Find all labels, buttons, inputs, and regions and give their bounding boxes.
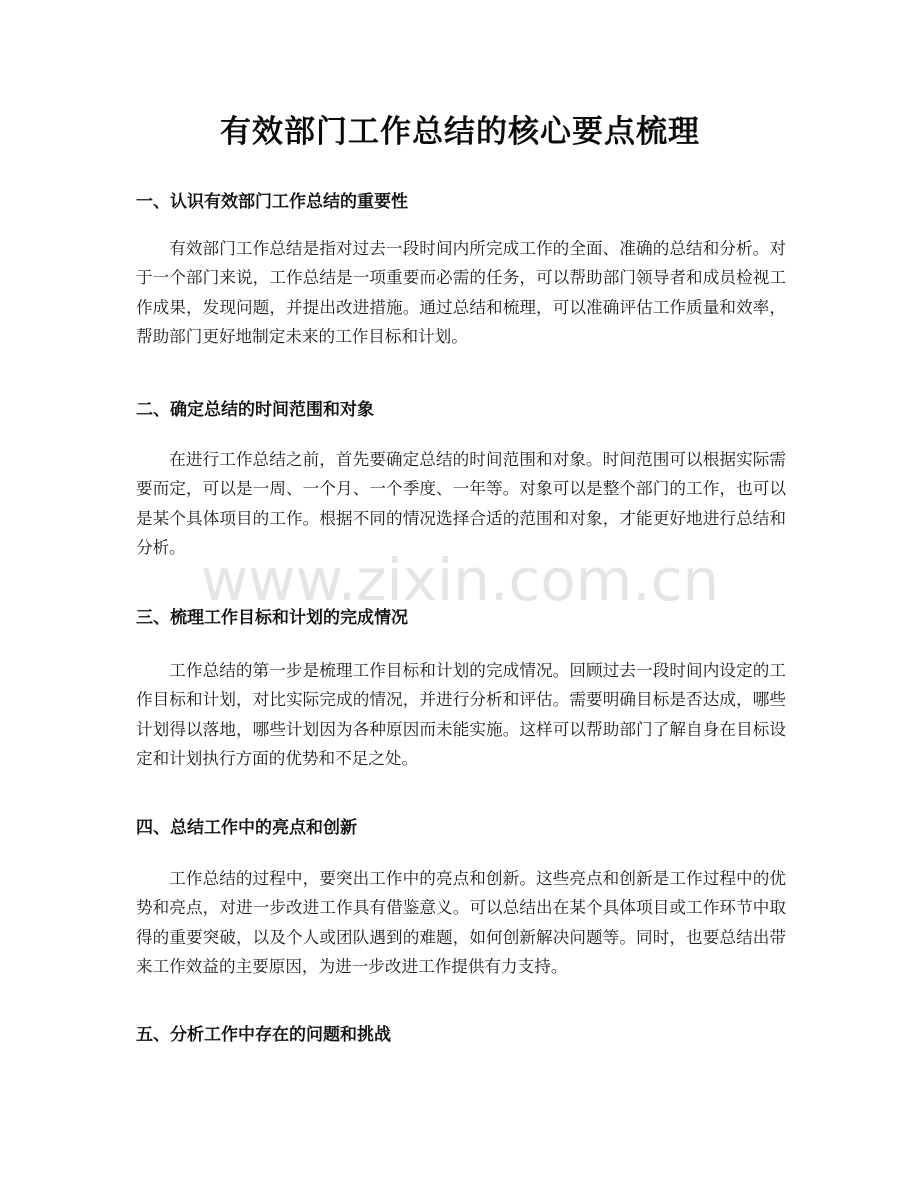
section-paragraph-1: 有效部门工作总结是指对过去一段时间内所完成工作的全面、准确的总结和分析。对于一个部门来说，工作总结是一项重要而必需的任务，可以帮助部门领导者和成员检视工作成果，发现问题，并提出改进措施。通过总结和梳理，可以准确评估工作质量和效率，帮助部门更好地制定未来的工作目标和计划。 [136, 239, 786, 347]
section-heading-1: 一、认识有效部门工作总结的重要性 [136, 192, 408, 212]
document-title: 有效部门工作总结的核心要点梳理 [220, 114, 700, 150]
section-paragraph-4: 工作总结的过程中，要突出工作中的亮点和创新。这些亮点和创新是工作过程中的优势和亮点，对进一步改进工作具有借鉴意义。可以总结出在某个具体项目或工作环节中取得的重要突破，以及个人或团队遇到的难题，如何创新解决问题等。同时，也要总结出带来工作效益的主要原因，为进一步改进工作提供有力支持。 [136, 869, 786, 977]
watermark: www.zixin.com.cn [200, 546, 720, 614]
section-heading-5: 五、分析工作中存在的问题和挑战 [136, 1025, 391, 1045]
section-paragraph-3: 工作总结的第一步是梳理工作目标和计划的完成情况。回顾过去一段时间内设定的工作目标和计划，对比实际完成的情况，并进行分析和评估。需要明确目标是否达成，哪些计划得以落地，哪些计划因为各种原因而未能实施。这样可以帮助部门了解自身在目标设定和计划执行方面的优势和不足之处。 [136, 661, 786, 769]
section-heading-4: 四、总结工作中的亮点和创新 [136, 818, 357, 838]
section-heading-3: 三、梳理工作目标和计划的完成情况 [136, 608, 408, 628]
section-paragraph-2: 在进行工作总结之前，首先要确定总结的时间范围和对象。时间范围可以根据实际需要而定，可以是一周、一个月、一个季度、一年等。对象可以是整个部门的工作，也可以是某个具体项目的工作。根据不同的情况选择合适的范围和对象，才能更好地进行总结和分析。 [136, 450, 786, 558]
section-heading-2: 二、确定总结的时间范围和对象 [136, 400, 374, 420]
